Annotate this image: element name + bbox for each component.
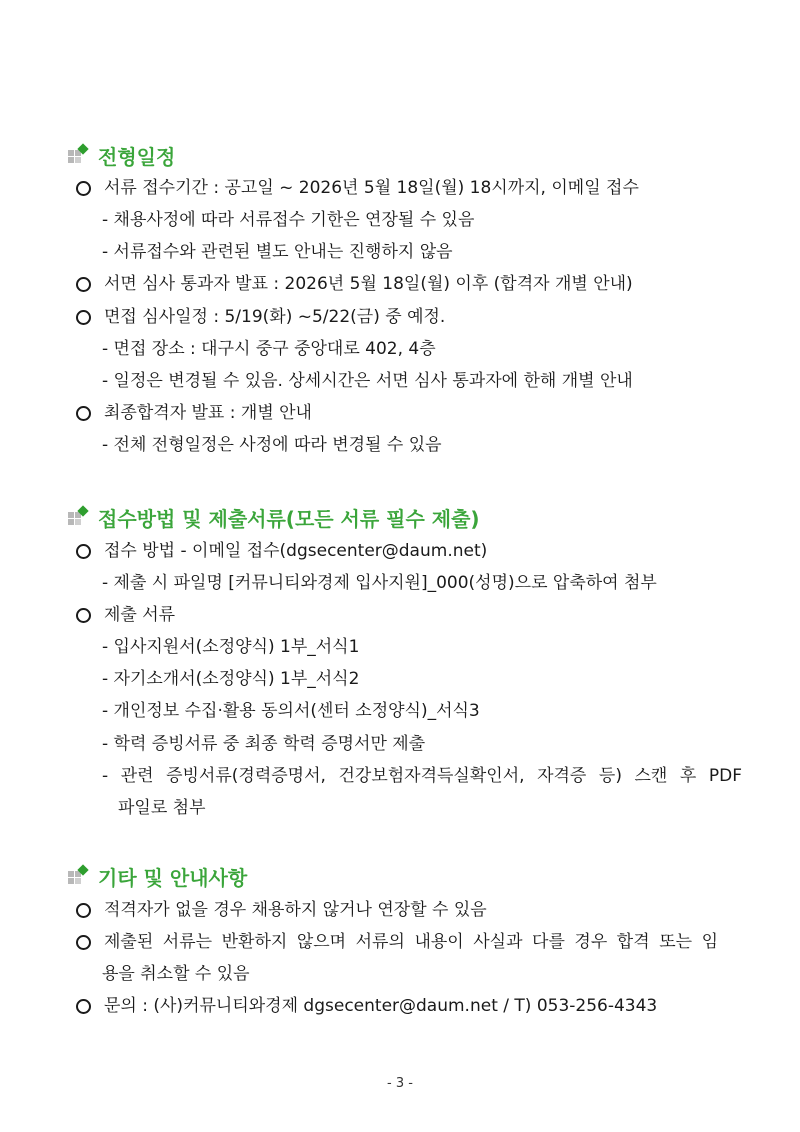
circle-bullet-icon (76, 310, 91, 325)
circle-bullet-icon (76, 277, 91, 292)
page-number: - 3 - (387, 1076, 413, 1091)
list-item: 접수 방법 - 이메일 접수(dgsecenter@daum.net) (76, 539, 487, 563)
sub-list-item: - 학력 증빙서류 중 최종 학력 증명서만 제출 (102, 734, 426, 754)
list-item: 제출된 서류는 반환하지 않으며 서류의 내용이 사실과 다를 경우 합격 또는 임 (76, 930, 718, 954)
list-item-continuation: 용을 취소할 수 있음 (102, 964, 250, 984)
sub-list-item: - 면접 장소 : 대구시 중구 중앙대로 402, 4층 (102, 339, 436, 359)
list-item: 서류 접수기간 : 공고일 ~ 2026년 5월 18일(월) 18시까지, 이메일 접수 (76, 176, 639, 200)
list-item: 문의 : (사)커뮤니티와경제 dgsecenter@daum.net / T) 053-256-4343 (76, 994, 657, 1018)
bullet-squares-diamond-icon (66, 865, 90, 887)
sub-list-item: - 입사지원서(소정양식) 1부_서식1 (102, 637, 360, 657)
section-title-other (66, 861, 247, 891)
circle-bullet-icon (76, 903, 91, 918)
list-item: 적격자가 없을 경우 채용하지 않거나 연장할 수 있음 (76, 898, 487, 922)
sub-list-item: - 채용사정에 따라 서류접수 기한은 연장될 수 있음 (102, 210, 475, 230)
section-title-text: 기타 및 안내사항 (98, 865, 248, 890)
section-title-submission (66, 502, 480, 532)
sub-list-item: - 전체 전형일정은 사정에 따라 변경될 수 있음 (102, 435, 442, 455)
bullet-squares-diamond-icon (66, 144, 90, 166)
list-item: 서면 심사 통과자 발표 : 2026년 5월 18일(월) 이후 (합격자 개별 안내) (76, 272, 633, 296)
sub-list-item: - 서류접수와 관련된 별도 안내는 진행하지 않음 (102, 242, 453, 262)
list-item: 면접 심사일정 : 5/19(화) ~5/22(금) 중 예정. (76, 305, 445, 329)
bullet-squares-diamond-icon (66, 506, 90, 528)
list-item: 제출 서류 (76, 603, 175, 627)
section-title-text: 전형일정 (98, 144, 176, 169)
sub-list-item: - 개인정보 수집·활용 동의서(센터 소정양식)_서식3 (102, 701, 480, 721)
sub-list-item-continuation: 파일로 첨부 (118, 798, 206, 818)
circle-bullet-icon (76, 608, 91, 623)
circle-bullet-icon (76, 181, 91, 196)
circle-bullet-icon (76, 406, 91, 421)
sub-list-item: - 관련 증빙서류(경력증명서, 건강보험자격득실확인서, 자격증 등) 스캔 후 PDF (102, 766, 742, 786)
circle-bullet-icon (76, 544, 91, 559)
section-title-schedule (66, 140, 175, 170)
section-title-text: 접수방법 및 제출서류(모든 서류 필수 제출) (98, 506, 480, 531)
sub-list-item: - 일정은 변경될 수 있음. 상세시간은 서면 심사 통과자에 한해 개별 안내 (102, 371, 633, 391)
sub-list-item: - 제출 시 파일명 [커뮤니티와경제 입사지원]_000(성명)으로 압축하여 첨부 (102, 573, 657, 593)
sub-list-item: - 자기소개서(소정양식) 1부_서식2 (102, 669, 360, 689)
circle-bullet-icon (76, 999, 91, 1014)
list-item: 최종합격자 발표 : 개별 안내 (76, 401, 312, 425)
circle-bullet-icon (76, 935, 91, 950)
